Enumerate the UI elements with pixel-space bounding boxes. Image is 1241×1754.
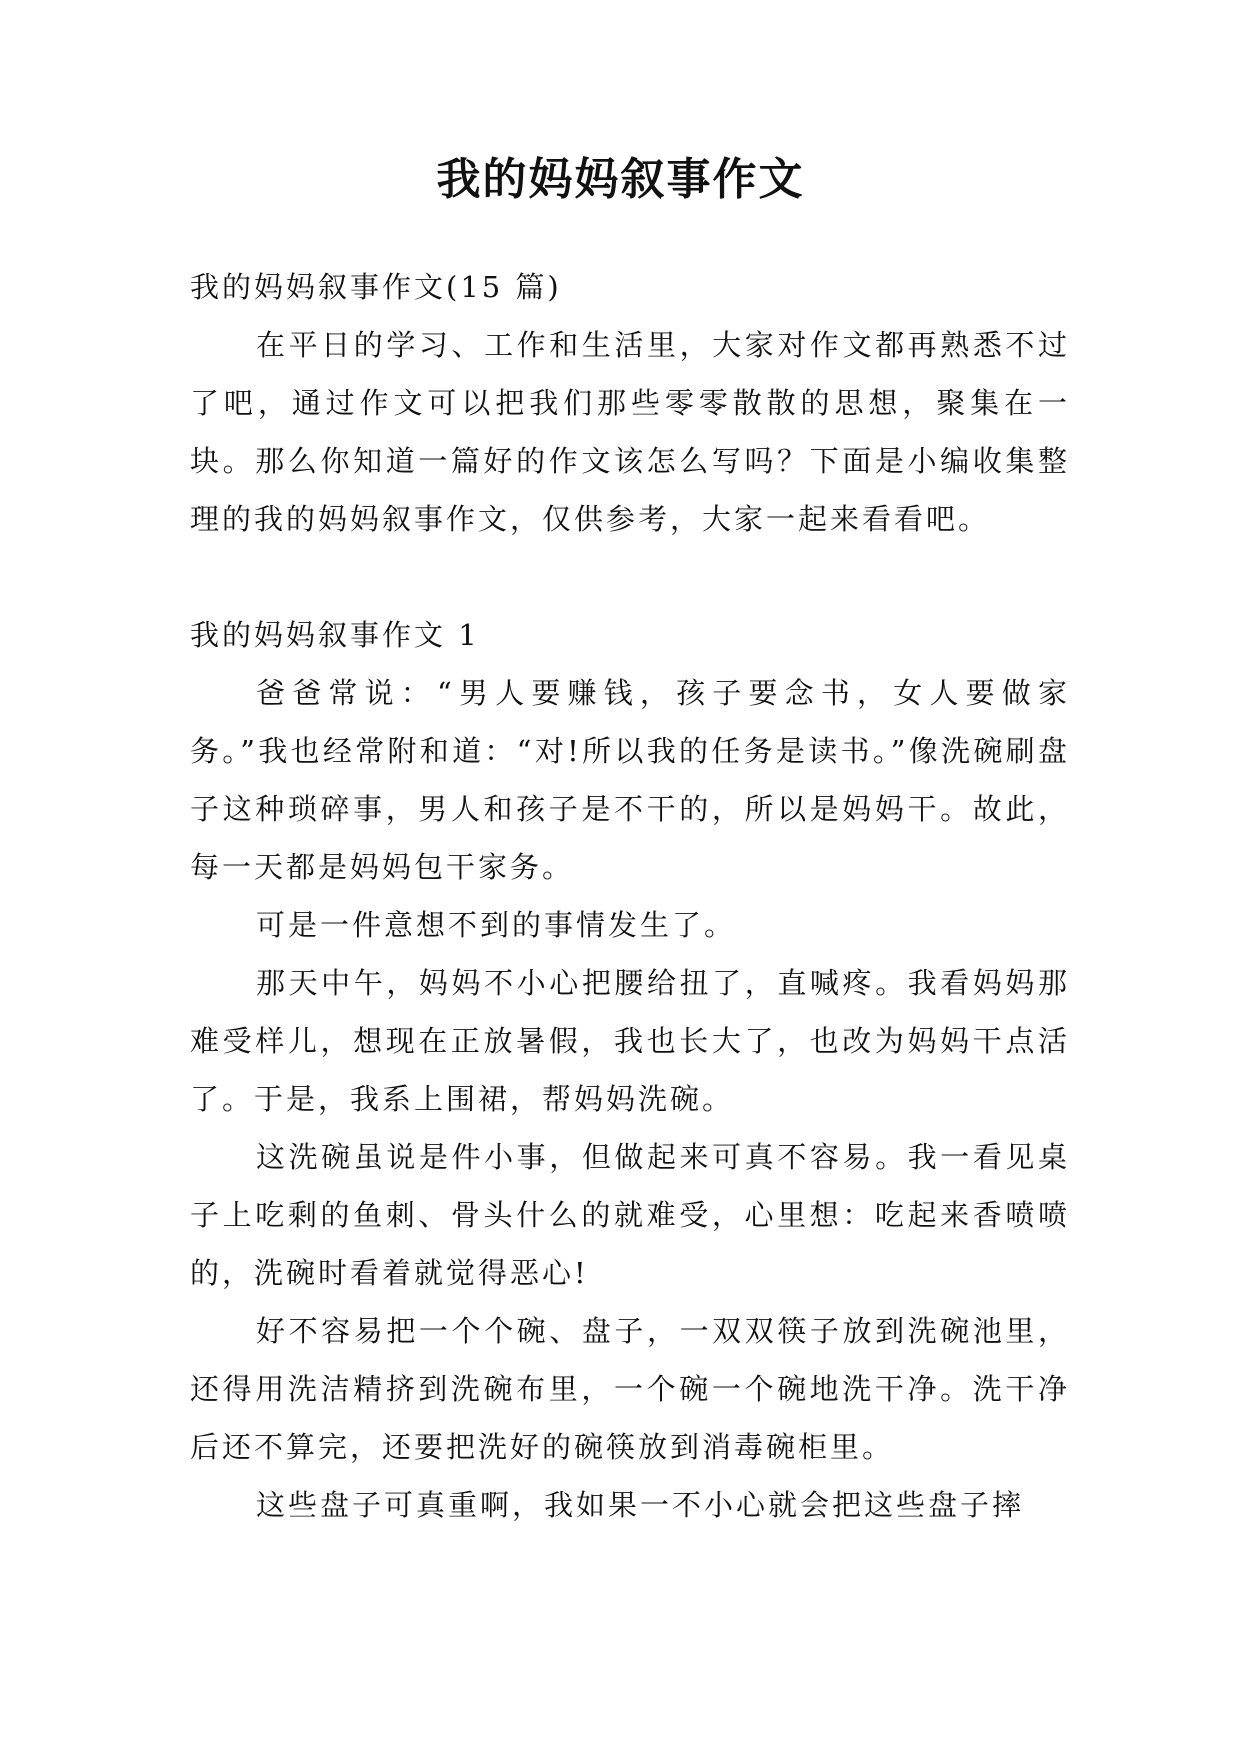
- document-body: [190, 258, 1070, 1534]
- document-subtitle: 我的妈妈叙事作文(15 篇): [190, 270, 562, 304]
- body-paragraph: 好不容易把一个个碗、盘子，一双双筷子放到洗碗池里，还得用洗洁精挤到洗碗布里，一个碗一个碗地洗干净。洗干净后还不算完，还要把洗好的碗筷放到消毒碗柜里。: [190, 1314, 1070, 1464]
- body-paragraph: 可是一件意想不到的事情发生了。: [256, 908, 737, 942]
- body-paragraph: 这洗碗虽说是件小事，但做起来可真不容易。我一看见桌子上吃剩的鱼刺、骨头什么的就难受，心里想：吃起来香喷喷的，洗碗时看着就觉得恶心!: [190, 1140, 1070, 1290]
- body-paragraph: 爸爸常说：“男人要赚钱，孩子要念书，女人要做家务。”我也经常附和道：“对!所以我的任务是读书。”像洗碗刷盘子这种琐碎事，男人和孩子是不干的，所以是妈妈干。故此，每一天都是妈妈包干家务。: [190, 676, 1070, 884]
- body-paragraph: 这些盘子可真重啊，我如果一不小心就会把这些盘子摔: [256, 1488, 1025, 1522]
- body-paragraph: 那天中午，妈妈不小心把腰给扭了，直喊疼。我看妈妈那难受样儿，想现在正放暑假，我也长大了，也改为妈妈干点活了。于是，我系上围裙，帮妈妈洗碗。: [190, 966, 1070, 1116]
- document-title: 我的妈妈叙事作文: [436, 154, 805, 205]
- section-title: 我的妈妈叙事作文 1: [190, 618, 480, 652]
- intro-paragraph: 在平日的学习、工作和生活里，大家对作文都再熟悉不过了吧，通过作文可以把我们那些零零散散的思想，聚集在一块。那么你知道一篇好的作文该怎么写吗？下面是小编收集整理的我的妈妈叙事作文，仅供参考，大家一起来看看吧。: [190, 328, 1070, 536]
